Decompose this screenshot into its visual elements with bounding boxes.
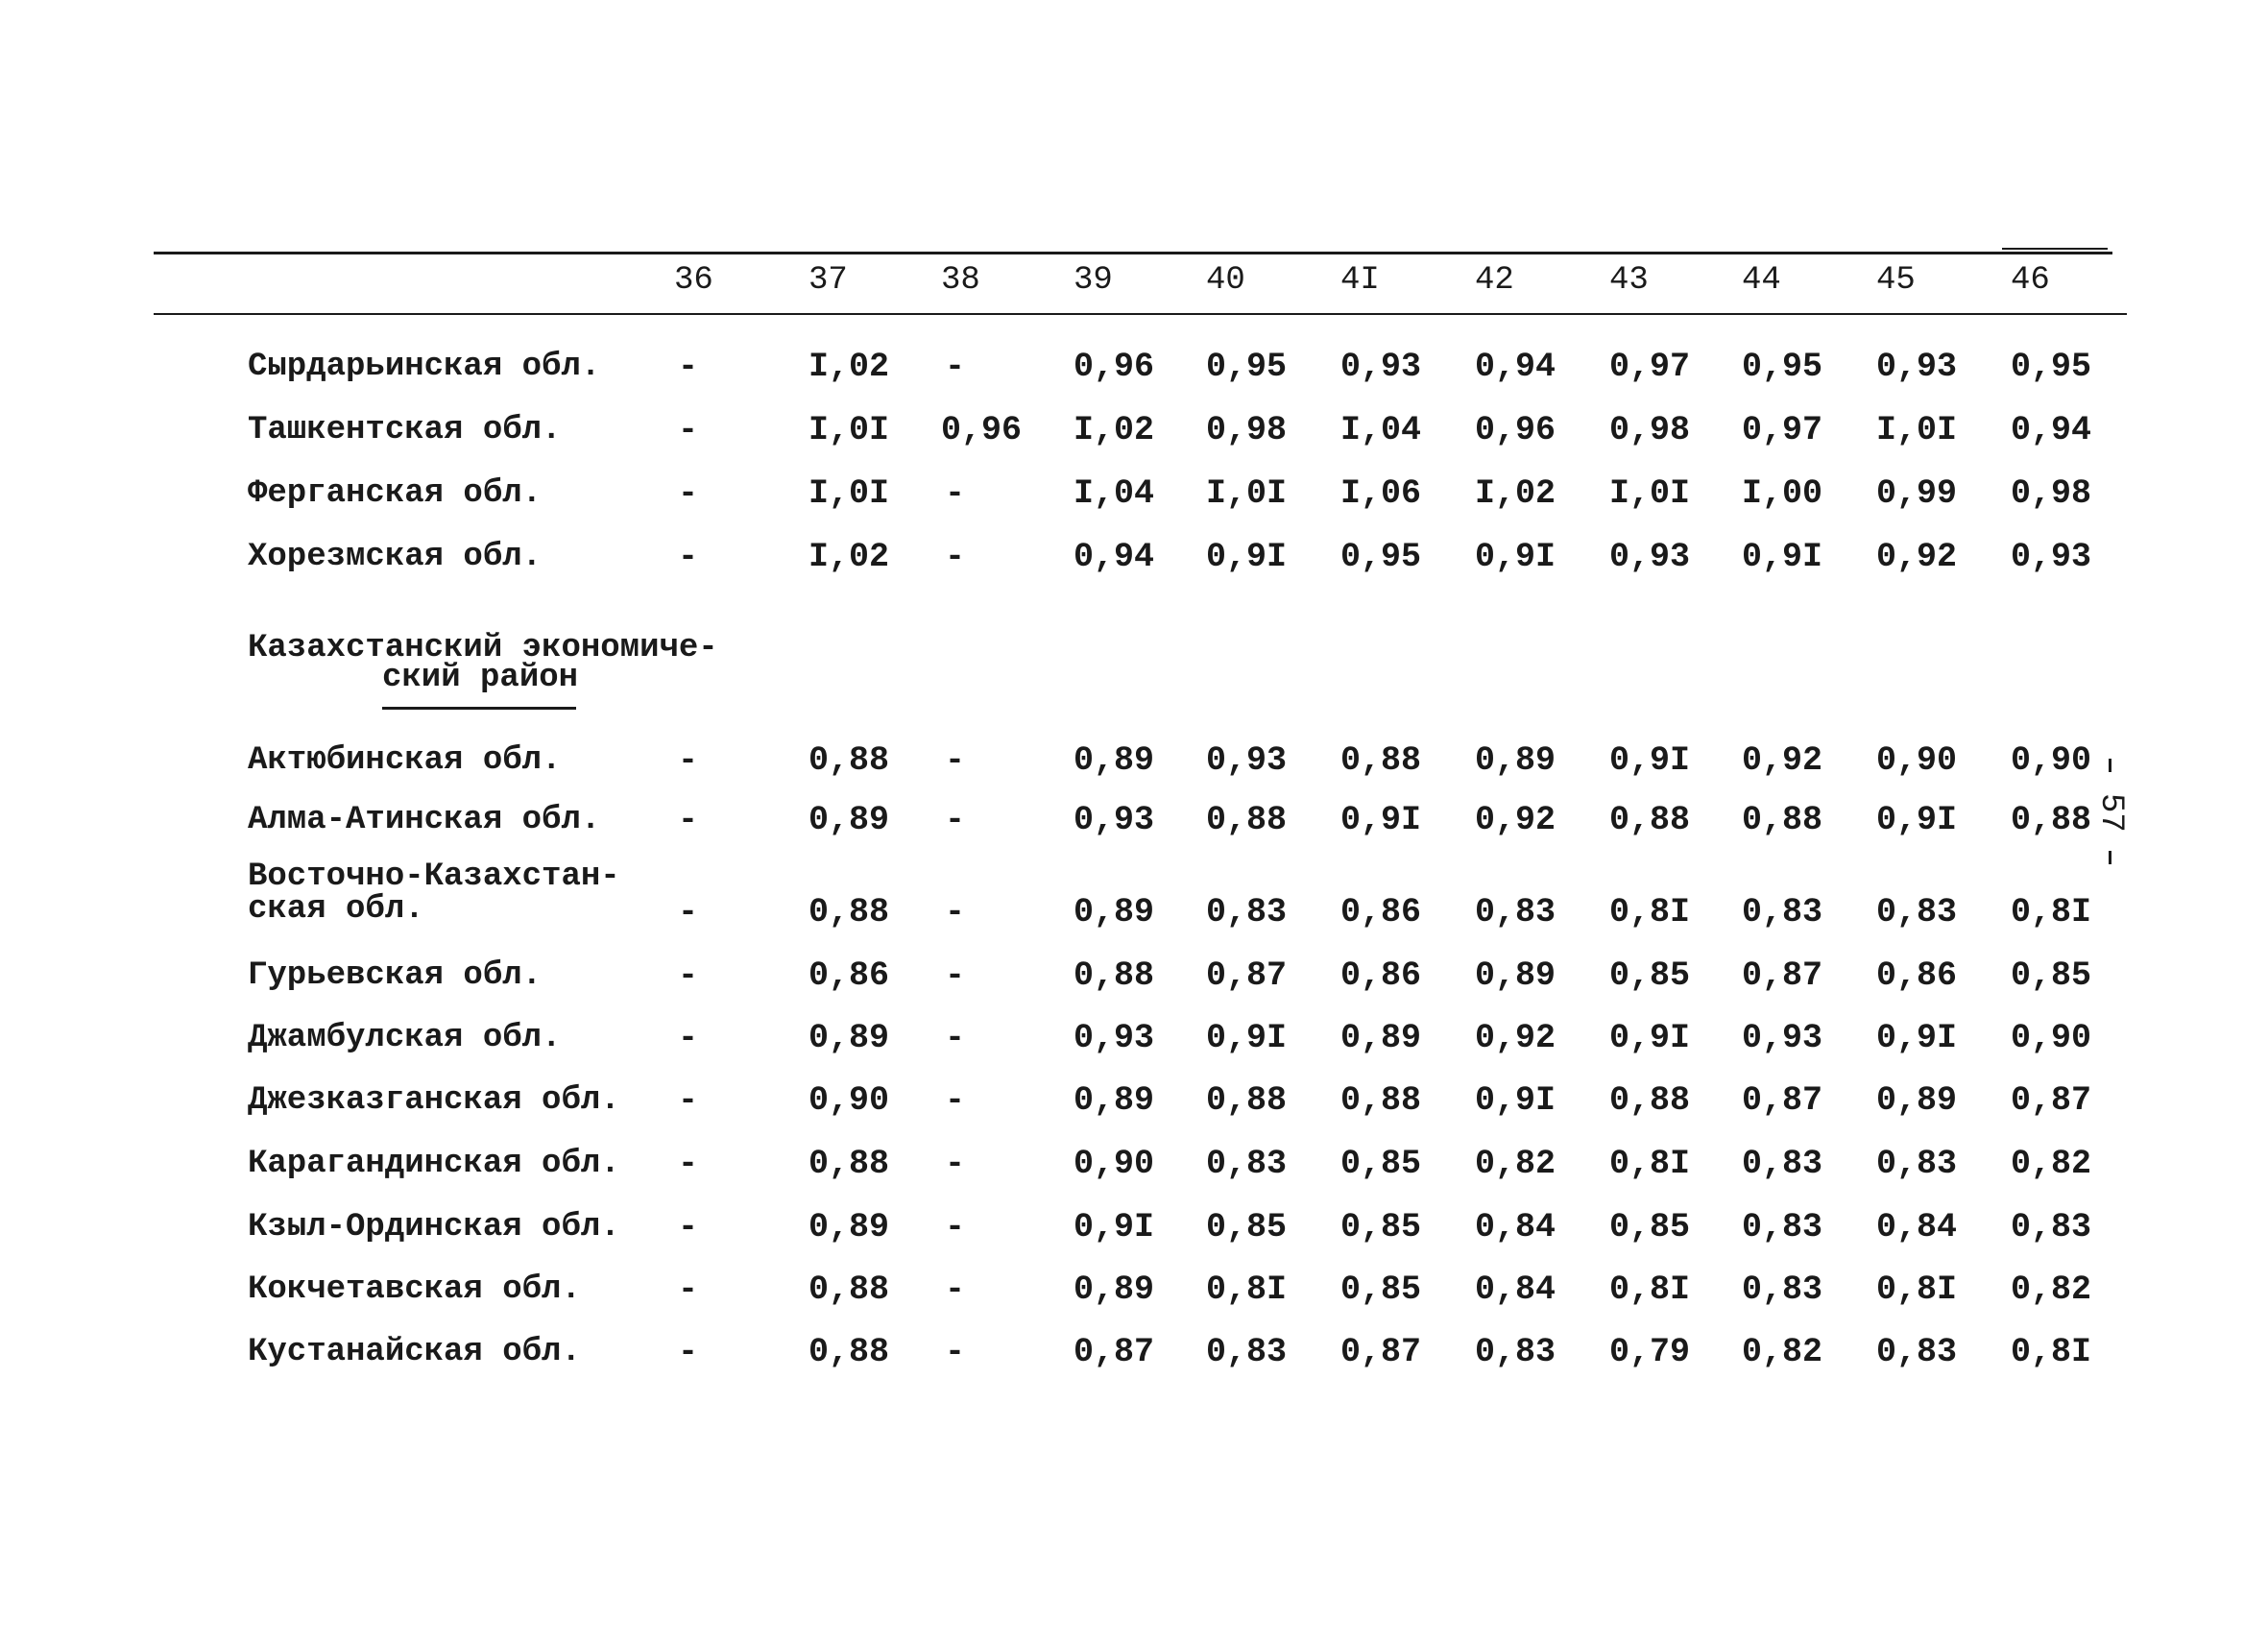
table-cell: 0,90 — [1876, 741, 1958, 780]
table-cell: 0,94 — [2011, 411, 2092, 449]
table-cell: - — [678, 1270, 699, 1309]
row-label: Сырдарьинская обл. — [248, 349, 601, 385]
table-cell: 0,89 — [1074, 893, 1155, 931]
table-cell: - — [678, 1019, 699, 1057]
table-cell: 0,95 — [1742, 348, 1823, 386]
table-cell: 0,90 — [1074, 1145, 1155, 1183]
table-cell: 0,93 — [1742, 1019, 1823, 1057]
table-cell: 0,83 — [1475, 1333, 1556, 1371]
row-label: Ташкентская обл. — [248, 412, 562, 448]
table-cell: 0,98 — [2011, 474, 2092, 513]
table-cell: 0,88 — [2011, 801, 2092, 839]
page-number-tick — [2109, 851, 2111, 864]
table-cell: 0,85 — [1206, 1208, 1288, 1246]
table-cell: 0,97 — [1742, 411, 1823, 449]
table-row — [0, 1333, 2268, 1381]
table-cell: 0,9I — [1206, 1019, 1288, 1057]
table-cell: 0,96 — [1475, 411, 1556, 449]
table-cell: 0,8I — [2011, 1333, 2092, 1371]
table-cell: 0,82 — [2011, 1270, 2092, 1309]
table-cell: 0,89 — [1876, 1081, 1958, 1120]
column-header: 38 — [941, 262, 980, 299]
table-cell: 0,9I — [1742, 538, 1823, 576]
table-cell: 0,89 — [1074, 1081, 1155, 1120]
page-number-tick — [2109, 759, 2111, 772]
table-cell: 0,92 — [1742, 741, 1823, 780]
table-cell: 0,82 — [1475, 1145, 1556, 1183]
table-cell: 0,88 — [1206, 1081, 1288, 1120]
row-label: Джезказганская обл. — [248, 1082, 620, 1119]
table-cell: 0,88 — [1074, 956, 1155, 995]
table-cell: 0,88 — [1206, 801, 1288, 839]
table-cell: 0,8I — [1609, 1270, 1691, 1309]
table-cell: 0,8I — [1609, 1145, 1691, 1183]
section-heading: Казахстанский экономиче- — [248, 630, 718, 666]
table-cell: 0,90 — [808, 1081, 890, 1120]
table-cell: 0,83 — [2011, 1208, 2092, 1246]
table-cell: 0,84 — [1876, 1208, 1958, 1246]
table-cell: 0,83 — [1206, 1333, 1288, 1371]
table-cell: 0,94 — [1074, 538, 1155, 576]
table-cell: 0,92 — [1876, 538, 1958, 576]
table-cell: - — [678, 411, 699, 449]
table-cell: 0,87 — [1742, 956, 1823, 995]
table-cell: 0,79 — [1609, 1333, 1691, 1371]
table-cell: - — [945, 538, 966, 576]
table-cell: 0,93 — [1609, 538, 1691, 576]
table-cell: 0,85 — [2011, 956, 2092, 995]
table-cell: 0,83 — [1876, 1145, 1958, 1183]
table-cell: - — [678, 1208, 699, 1246]
table-cell: 0,88 — [808, 1333, 890, 1371]
table-cell: - — [678, 741, 699, 780]
table-row — [0, 538, 2268, 586]
table-cell: 0,92 — [1475, 1019, 1556, 1057]
section-heading-line2: ский район — [382, 660, 579, 696]
column-header: 42 — [1475, 262, 1514, 299]
table-cell: 0,88 — [808, 741, 890, 780]
table-cell: 0,8I — [1876, 1270, 1958, 1309]
page-number: 57 — [2092, 793, 2129, 833]
table-cell: 0,96 — [941, 411, 1023, 449]
table-cell: - — [945, 956, 966, 995]
table-cell: - — [945, 1208, 966, 1246]
table-cell: 0,86 — [1876, 956, 1958, 995]
table-cell: I,0I — [808, 411, 890, 449]
table-cell: - — [945, 1270, 966, 1309]
table-cell: - — [945, 1081, 966, 1120]
table-cell: 0,93 — [1206, 741, 1288, 780]
column-header: 37 — [808, 262, 848, 299]
row-label: Кзыл-Ординская обл. — [248, 1209, 620, 1246]
table-row — [0, 411, 2268, 459]
table-cell: 0,8I — [2011, 893, 2092, 931]
table-cell: 0,86 — [1340, 893, 1422, 931]
table-cell: 0,92 — [1475, 801, 1556, 839]
table-row — [0, 859, 2268, 941]
column-header: 44 — [1742, 262, 1781, 299]
table-cell: 0,85 — [1340, 1145, 1422, 1183]
table-cell: 0,85 — [1340, 1208, 1422, 1246]
table-cell: - — [678, 801, 699, 839]
row-label: Гурьевская обл. — [248, 957, 543, 994]
row-label: Карагандинская обл. — [248, 1146, 620, 1182]
table-cell: I,02 — [808, 348, 890, 386]
table-cell: 0,90 — [2011, 741, 2092, 780]
table-cell: 0,89 — [808, 1019, 890, 1057]
table-row — [0, 1270, 2268, 1318]
table-cell: I,06 — [1340, 474, 1422, 513]
table-cell: - — [945, 893, 966, 931]
table-cell: 0,82 — [1742, 1333, 1823, 1371]
table-row — [0, 1208, 2268, 1256]
table-cell: 0,88 — [1340, 741, 1422, 780]
table-cell: 0,84 — [1475, 1270, 1556, 1309]
table-cell: 0,85 — [1609, 1208, 1691, 1246]
table-cell: - — [678, 538, 699, 576]
table-cell: I,00 — [1742, 474, 1823, 513]
table-row — [0, 956, 2268, 1004]
table-cell: 0,85 — [1340, 1270, 1422, 1309]
table-cell: I,04 — [1340, 411, 1422, 449]
table-cell: 0,82 — [2011, 1145, 2092, 1183]
column-header: 39 — [1074, 262, 1113, 299]
table-cell: 0,9I — [1475, 1081, 1556, 1120]
table-row — [0, 1145, 2268, 1193]
table-cell: - — [945, 474, 966, 513]
row-label: Хорезмская обл. — [248, 539, 543, 575]
table-cell: - — [678, 474, 699, 513]
table-cell: 0,94 — [1475, 348, 1556, 386]
table-cell: 0,88 — [1340, 1081, 1422, 1120]
table-cell: 0,89 — [1340, 1019, 1422, 1057]
row-label — [248, 860, 620, 926]
table-cell: - — [678, 1145, 699, 1183]
table-cell: 0,98 — [1609, 411, 1691, 449]
table-cell: 0,83 — [1876, 1333, 1958, 1371]
table-cell: 0,93 — [1876, 348, 1958, 386]
table-cell: 0,88 — [808, 1270, 890, 1309]
table-row — [0, 1081, 2268, 1129]
table-cell: 0,85 — [1609, 956, 1691, 995]
table-cell: - — [945, 1019, 966, 1057]
table-cell: 0,8I — [1609, 893, 1691, 931]
table-cell: - — [945, 741, 966, 780]
column-header: 45 — [1876, 262, 1916, 299]
table-row — [0, 474, 2268, 522]
table-row — [0, 348, 2268, 396]
row-label: Кокчетавская обл. — [248, 1271, 581, 1308]
table-cell: 0,98 — [1206, 411, 1288, 449]
table-cell: 0,88 — [808, 893, 890, 931]
table-cell: 0,8I — [1206, 1270, 1288, 1309]
table-cell: 0,89 — [1074, 1270, 1155, 1309]
row-label: Актюбинская обл. — [248, 742, 562, 779]
table-cell: 0,9I — [1340, 801, 1422, 839]
table-cell: 0,89 — [1074, 741, 1155, 780]
row-label: Ферганская обл. — [248, 475, 543, 512]
table-row — [0, 1019, 2268, 1067]
table-cell: 0,88 — [1609, 1081, 1691, 1120]
column-header: 46 — [2011, 262, 2050, 299]
table-cell: - — [945, 1333, 966, 1371]
table-cell: 0,95 — [2011, 348, 2092, 386]
table-cell: 0,83 — [1742, 1145, 1823, 1183]
table-cell: 0,89 — [808, 801, 890, 839]
table-cell: 0,87 — [1206, 956, 1288, 995]
table-cell: 0,93 — [1074, 1019, 1155, 1057]
table-cell: I,0I — [1876, 411, 1958, 449]
table-cell: 0,83 — [1206, 1145, 1288, 1183]
table-cell: 0,83 — [1742, 1208, 1823, 1246]
table-cell: 0,9I — [1206, 538, 1288, 576]
table-cell: - — [678, 348, 699, 386]
table-cell: 0,9I — [1475, 538, 1556, 576]
row-label: Джамбулская обл. — [248, 1020, 562, 1056]
table-cell: I,02 — [808, 538, 890, 576]
table-cell: - — [945, 1145, 966, 1183]
row-label: Алма-Атинская обл. — [248, 802, 601, 838]
table-cell: 0,87 — [2011, 1081, 2092, 1120]
table-cell: 0,88 — [1609, 801, 1691, 839]
table-cell: 0,93 — [2011, 538, 2092, 576]
table-cell: - — [678, 956, 699, 995]
table-cell: 0,9I — [1876, 1019, 1958, 1057]
table-cell: 0,97 — [1609, 348, 1691, 386]
table-cell: - — [945, 801, 966, 839]
table-cell: 0,86 — [1340, 956, 1422, 995]
table-cell: - — [678, 893, 699, 931]
table-cell: 0,83 — [1742, 893, 1823, 931]
table-header-rule — [154, 313, 2127, 315]
table-cell: 0,86 — [808, 956, 890, 995]
table-cell: 0,84 — [1475, 1208, 1556, 1246]
table-cell: 0,83 — [1876, 893, 1958, 931]
table-cell: I,0I — [1609, 474, 1691, 513]
table-row — [0, 741, 2268, 789]
table-top-rule — [154, 252, 2112, 254]
table-cell: 0,90 — [2011, 1019, 2092, 1057]
table-cell: - — [678, 1081, 699, 1120]
column-header: 36 — [674, 262, 713, 299]
row-label-line1: Восточно-Казахстан- — [248, 859, 620, 895]
row-label-line2: ская обл. — [248, 891, 424, 928]
table-cell: I,02 — [1074, 411, 1155, 449]
section-underline — [382, 707, 576, 710]
table-cell: 0,83 — [1475, 893, 1556, 931]
table-cell: 0,95 — [1206, 348, 1288, 386]
table-cell: 0,89 — [808, 1208, 890, 1246]
table-cell: 0,87 — [1742, 1081, 1823, 1120]
table-cell: 0,83 — [1206, 893, 1288, 931]
table-cell: 0,83 — [1742, 1270, 1823, 1309]
column-header: 40 — [1206, 262, 1245, 299]
table-top-rule-segment — [2002, 248, 2108, 250]
table-cell: 0,9I — [1609, 1019, 1691, 1057]
table-cell: 0,88 — [808, 1145, 890, 1183]
table-cell: 0,89 — [1475, 956, 1556, 995]
table-cell: 0,89 — [1475, 741, 1556, 780]
table-cell: 0,9I — [1876, 801, 1958, 839]
table-cell: 0,95 — [1340, 538, 1422, 576]
table-cell: 0,9I — [1074, 1208, 1155, 1246]
table-cell: 0,99 — [1876, 474, 1958, 513]
table-cell: 0,87 — [1074, 1333, 1155, 1371]
table-cell: I,0I — [808, 474, 890, 513]
table-cell: I,0I — [1206, 474, 1288, 513]
table-cell: 0,88 — [1742, 801, 1823, 839]
table-cell: I,02 — [1475, 474, 1556, 513]
table-cell: 0,87 — [1340, 1333, 1422, 1371]
table-cell: 0,96 — [1074, 348, 1155, 386]
table-cell: 0,93 — [1340, 348, 1422, 386]
row-label: Кустанайская обл. — [248, 1334, 581, 1370]
table-row — [0, 801, 2268, 849]
table-cell: 0,93 — [1074, 801, 1155, 839]
table-cell: 0,9I — [1609, 741, 1691, 780]
table-cell: - — [945, 348, 966, 386]
table-cell: - — [678, 1333, 699, 1371]
table-cell: I,04 — [1074, 474, 1155, 513]
column-header: 43 — [1609, 262, 1649, 299]
column-header: 4I — [1340, 262, 1380, 299]
